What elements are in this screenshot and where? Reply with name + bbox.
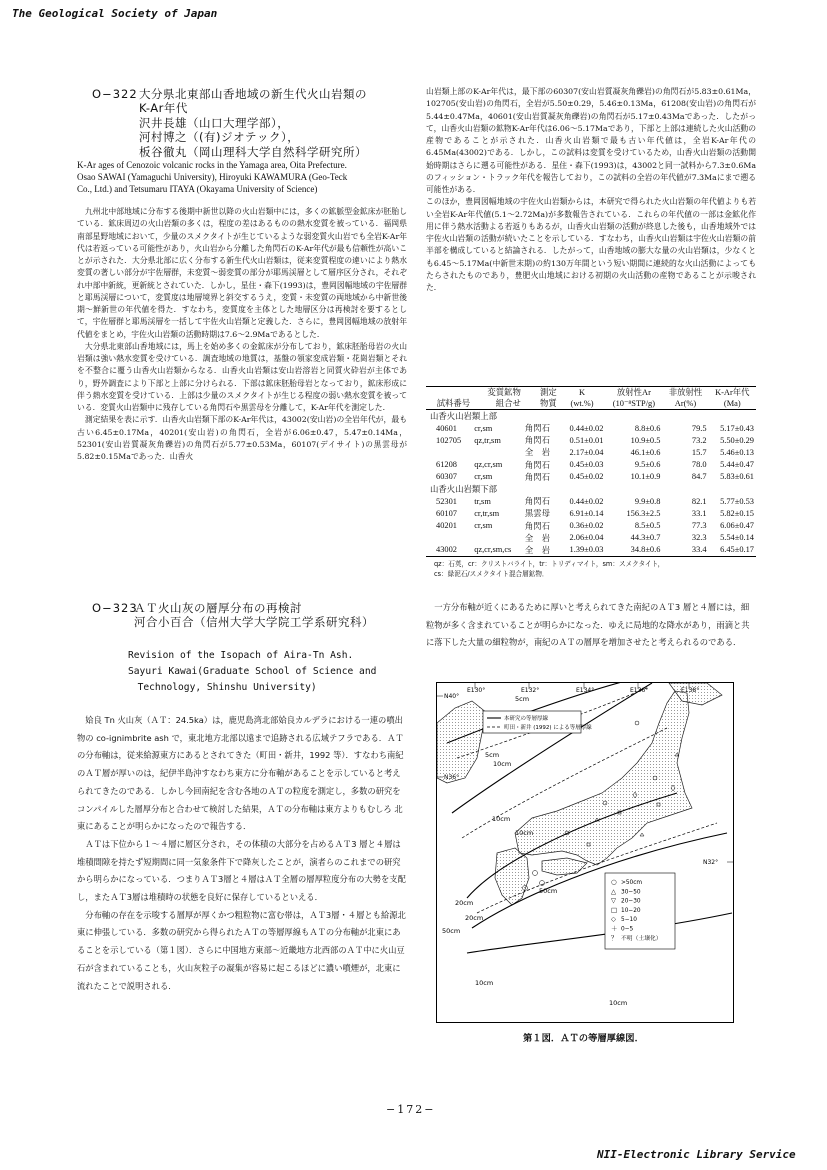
lon-label: E136°	[630, 687, 649, 694]
table-cell: 9.9±0.8	[634, 496, 661, 506]
table-cell	[426, 446, 472, 458]
col-header: K (wt.%)	[570, 388, 594, 408]
col-header: 放射性Ar (10⁻⁸STP/g)	[612, 388, 656, 408]
contour-label: 10cm	[493, 760, 512, 768]
table-cell: 6.91±0.14	[569, 508, 604, 518]
legend-symbol: ○	[611, 878, 617, 886]
table-row	[426, 520, 756, 532]
english-title: Revision of the Isopach of Aira-Tn Ash. Sayuri Kawai(Graduate School of Science and Technology, Shinshu University)	[128, 650, 377, 693]
abstract-body-right: 一方分布軸が近くにあるために厚いと考えられてきた南紀のＡＴ3 層と４層には，細粒物が多く含まれていることが明らかになった．ゆえに局地的な降水があり，雨滴と共に落下した大量の細粒物が，南紀のＡＴの層厚を増加させたと考えられるのである．	[426, 602, 750, 648]
lon-label: E130°	[467, 687, 486, 694]
contour-label: 5cm	[485, 751, 500, 759]
table-cell: 角閃石	[524, 472, 550, 482]
legend-symbol: □	[611, 905, 618, 914]
abstract-title: 大分県北東部山香地域の新生代火山岩類の K-Ar年代 沢井長雄（山口大理学部）， 河村博之（(有)ジオテック）， 板谷徹丸（岡山理科大学自然科学研究所）	[139, 87, 367, 159]
table-cell: 角閃石	[524, 497, 550, 507]
col-header: 試料番号	[436, 399, 471, 408]
table-cell: 角閃石	[524, 424, 550, 434]
lat-label: N32°	[703, 859, 719, 866]
contour-label: 10cm	[609, 999, 628, 1007]
table-row	[426, 532, 756, 544]
table-cell: 5.83±0.61	[720, 472, 754, 482]
abstract-body-right: 山岩類上部のK-Ar年代は，最下部の60307(安山岩質凝灰角礫岩)の角閃石が5.83±0.61Ma，102705(安山岩)の角閃石，全岩が5.50±0.29，5.46±0.13Ma，61208(安山岩)の角閃石が5.44±0.47Ma，40601(安山岩質凝灰角礫岩)の角閃石が5.17±0.43Maであった．したがって，山香火山岩類の鉱物K-Ar年代は6.06〜5.17Maであり，下部と上部は連続した火山活動の産物であることが示された．山香火山岩類で最も古い年代値は，全岩K-Ar年代の6.45Ma(43002)である．しかし，この試料は変質を受けているため，山香火山岩類の活動開始時期はさらに遡る可能性がある．星住・森下(1993)は，43002と同一試料から7.3±0.6Maのフィッション・トラック年代を報告しており，この試料の全岩の年代値が7.3Maにまで遡る可能性がある． このほか，豊岡図幅地域の宇佐火山岩類からは，本研究で得られた火山岩類の年代値よりも若い全岩K-Ar年代値(5.1〜2.72Ma)が多数報告されている．これらの年代値の一部は金鉱化作用に伴う熱水活動よる若返りもあるが，山香火山岩類の活動が終息した後も，山香地域外では宇佐火山岩類の活動が続いたことを示している．すなわち，山香火山岩類は宇佐火山岩類の前半部を構成していると結論される．したがって，山香地域の膨大な量の火山岩類は，少なくとも6.45〜5.17Ma(中新世末期)の約130万年間という短い期間に連続的な火山活動によってもたらされたものであり，豊肥火山地域における初期の火山活動の産物であることが示唆された．	[426, 87, 756, 292]
table-cell: cr,sm	[474, 423, 493, 433]
table-cell: 全 岩	[524, 533, 550, 543]
english-title: K-Ar ages of Cenozoic volcanic rocks in the Yamaga area, Oita Prefecture. Osao SAWAI (Yamaguchi University), Hiroyuki KAWAMURA (Geo-Teck Co., Ltd.) and Tetsumaru ITAYA (Okayama University of Science)	[77, 160, 348, 195]
table-cell: 全 岩	[524, 545, 550, 555]
table-cell: 33.1	[691, 508, 707, 518]
lon-label: E132°	[521, 687, 540, 694]
table-cell	[472, 532, 523, 544]
table-cell: 5.50±0.29	[720, 435, 754, 445]
table-cell: 5.44±0.47	[720, 460, 754, 470]
table-cell: 61208	[436, 460, 457, 470]
abstract-number: O−322	[92, 87, 138, 101]
col-header: 変質鉱物 組合せ	[487, 388, 521, 408]
table-cell: 6.06±0.47	[720, 521, 754, 531]
lat-label: N40°	[444, 693, 460, 700]
legend-line-label: 町田・新井 (1992) による等層厚線	[504, 725, 592, 731]
table-row	[426, 495, 756, 507]
table-cell: 角閃石	[524, 436, 550, 446]
table-cell: 5.17±0.43	[720, 423, 754, 433]
line-legend	[483, 711, 592, 733]
table-cell: cr,sm	[474, 521, 493, 531]
table-cell: 40601	[436, 423, 457, 433]
society-header: The Geological Society of Japan	[12, 7, 218, 20]
table-cell: cr,sm	[474, 472, 493, 482]
table-cell: 5.82±0.15	[720, 508, 754, 518]
table-cell: 156.3±2.5	[626, 508, 661, 518]
col-header: 測定 物質	[539, 388, 557, 408]
isopach-10cm-south	[467, 913, 732, 953]
table-row	[426, 446, 756, 458]
table-cell: 60107	[436, 508, 457, 518]
isopach-map	[436, 682, 734, 1023]
legend-symbol-label: 5−10	[621, 917, 637, 924]
table-cell: 0.45±0.03	[569, 460, 604, 470]
contour-label: 20cm	[455, 899, 474, 907]
table-cell: 黒雲母	[524, 509, 550, 519]
table-cell: qz,cr,sm,cs	[474, 545, 512, 555]
table-cell: 46.1±0.6	[630, 447, 661, 457]
legend-symbol: △	[611, 887, 616, 896]
contour-label: 10cm	[492, 815, 511, 823]
table-row	[426, 544, 756, 557]
table-cell: 2.17±0.04	[569, 447, 604, 457]
legend-symbol-label: 0−5	[621, 926, 634, 933]
legend-symbol: ？	[611, 933, 618, 942]
table-cell: 32.3	[691, 533, 707, 543]
contour-label: 50cm	[539, 887, 558, 895]
legend-symbol-label: >50cm	[621, 880, 643, 886]
table-cell: 角閃石	[524, 460, 550, 470]
table-cell: 82.1	[691, 496, 707, 506]
abstract-title: ＡＴ火山灰の層厚分布の再検討 河合小百合（信州大学大学院工学系研究科）	[134, 601, 374, 630]
col-header: 非放射性 Ar(%)	[668, 388, 703, 408]
korea-coast	[437, 701, 487, 783]
legend-symbol-label: 10−20	[621, 907, 641, 914]
table-cell: 40201	[436, 521, 457, 531]
table-cell: 5.54±0.14	[720, 533, 754, 543]
table-cell: 6.45±0.17	[720, 545, 754, 555]
table-cell: 5.46±0.13	[720, 447, 754, 457]
legend-symbol: ＋	[611, 924, 618, 933]
figure-caption: 第１図．ＡＴの等層厚線図．	[523, 1033, 644, 1044]
table-cell: qz,cr,sm	[474, 460, 503, 470]
table-cell: 0.36±0.02	[569, 521, 604, 531]
contour-label: 10cm	[515, 829, 534, 837]
legend-symbol: ◇	[611, 915, 616, 924]
table-cell: cr,tr,sm	[474, 508, 500, 518]
table-cell: 0.51±0.01	[569, 435, 604, 445]
table-cell: 0.44±0.02	[569, 496, 604, 506]
legend-symbol-label: 30−50	[621, 889, 641, 896]
contour-label: 20cm	[465, 914, 484, 922]
legend-symbol-label: 不明（土壌化）	[621, 935, 662, 942]
shikoku-landmass	[542, 858, 587, 875]
table-cell: 5.77±0.53	[720, 496, 754, 506]
table-cell: 10.9±0.5	[630, 435, 661, 445]
table-cell: 0.44±0.02	[569, 423, 604, 433]
table-cell: tr,sm	[474, 496, 491, 506]
abstract-body-left: 九州北中部地域に分布する後期中新世以降の火山岩類中には，多くの鉱脈型金鉱床が胚胎している．鉱床周辺の火山岩類の多くは，程度の差はあるものの熱水変質を被っている．福岡県南部星野地域において，少量のスメクタイトが生じているような弱変質火山岩でも全岩K-Ar年代は若返っている可能性があり，火山岩から分離した角閃石のK-Ar年代が最も信頼性が高いことが示された．大分県北部に広く分布する新生代火山岩類は，従来変質程度の違いにより熱水変質の著しい部分が宇佐層群，未変質〜弱変質の部分が耶馬渓層として層序区分され，それぞれ中部中新統，更新統とされていた．しかし，星住・森下(1993)は，豊岡図幅地域の宇佐層群と耶馬渓層について，変質度は地層境界と斜交するうえ，変質・未変質の両地域から中新世後期〜鮮新世の年代値を得た．すなわち，変質度を主体とした地層区分は再検討を要するとして，宇佐層群と耶馬渓層を一括して宇佐火山岩類と定義した．さらに，豊岡図幅地域の放射年代値をまとめ，宇佐火山岩類の活動時期は7.6〜2.9Maであるとした． 大分県北東部山香地域には，馬上を始め多くの金鉱床が分布しており，鉱床胚胎母岩の火山岩類は強い熱水変質を受けている．調査地域の地質は，基盤の領家変成岩類・花崗岩類とそれを不整合に覆う山香火山岩類からなる．山香火山岩類は安山岩溶岩と同質火砕岩が主体であり，野外調査により下部と上部に分けられる．下部は鉱床胚胎母岩となっており，鉱床形成に伴う熱水変質を受けている．上部は少量のスメクタイトが生じる程度の弱い熱水変質を被っている．変質火山岩類中に残存している角閃石や黒雲母を分離して，K-Ar年代を測定した． 測定結果を表に示す．山香火山岩類下部のK-Ar年代は，43002(安山岩)の全岩年代が，最も古い6.45±0.17Ma，40201(安山岩)の角閃石，全岩が6.06±0.47，5.47±0.14Ma，52301(安山岩質凝灰角礫岩)の角閃石が5.77±0.53Ma，60107(デイサイト)の黒雲母が5.82±0.15Maであった．山香火	[77, 207, 407, 461]
table-cell: 2.06±0.04	[569, 533, 604, 543]
contour-label: 5cm	[515, 695, 530, 703]
table-cell: qz,tr,sm	[474, 435, 501, 445]
table-cell: 73.2	[691, 435, 707, 445]
legend-symbol: ▽	[611, 896, 616, 905]
table-cell: 15.7	[691, 447, 707, 457]
abstract-body-left: 姶良 Tn 火山灰（ＡＴ：24.5ka）は，鹿児島湾北部姶良カルデラにおける一連の噴出物の co-ignimbrite ash で，東北地方北部以遠まで追跡される広域テフラである．ＡＴの分布軸は，従来給源東方にあるとされてきた（町田・新井，1992 等）．すなわち南紀のＡＴ層が厚いのは，紀伊半島沖すなわち東方に分布軸があることを示していると考えられてきたのである．しかし今回南紀を含む各地のＡＴの粒度を測定し，多数の研究をコンパイルした層厚分布と合わせて検討した結果，ＡＴの分布軸は東方よりもむしろ 北東にあることが明らかになったので報告する． ＡＴは下位から１〜４層に層区分され，その体積の大部分を占めるＡＴ3 層と４層は堆積間隙を持たず短期間に同一気象条件下で降灰したことが，演者らのこれまでの研究から明らかになっている．つまりＡＴ3層と４層はＡＴ全層の層厚粒度分布の大勢を支配し，またＡＴ3層は堆積時の状態を良好に保存しているといえる． 分布軸の存在を示唆する層厚が厚くかつ粗粒物に富む帯は，ＡＴ3層・４層とも給源北東に伸張している．多数の研究から得られたＡＴの等層厚線もＡＴの分布軸が北東にあることを示している（第１図）．さらに中国地方東部〜近畿地方北西部のＡＴ中に火山豆石が含まれていることも，火山灰粒子の凝集が容易に起こるほどに濃い噴煙が，北東に流れたことで説明される．	[77, 715, 406, 991]
table-cell: 84.7	[691, 472, 707, 482]
legend-line-label: 本研究の等層厚線	[504, 716, 549, 722]
table-cell: 1.39±0.03	[569, 545, 604, 555]
table-cell: 8.8±0.6	[634, 423, 661, 433]
table-cell: 78.0	[691, 460, 707, 470]
table-cell: 44.3±0.7	[630, 533, 661, 543]
contour-label: 50cm	[442, 927, 461, 935]
table-cell	[426, 532, 472, 544]
isopach-map-figure	[437, 683, 733, 1022]
table-cell: 77.3	[691, 521, 707, 531]
page-number: −172−	[386, 1103, 436, 1116]
kyushu-landmass	[495, 848, 529, 905]
table-cell: 102705	[436, 435, 462, 445]
table-row	[426, 434, 756, 446]
table-row	[426, 471, 756, 483]
table-group-row: 山香火山岩類上部	[430, 412, 497, 421]
table-cell	[472, 446, 523, 458]
table-row	[426, 459, 756, 471]
footer-service: NII-Electronic Library Service	[597, 1148, 796, 1161]
table-cell: 60307	[436, 472, 457, 482]
table-group-row: 山香火山岩類下部	[430, 485, 497, 495]
symbol-legend	[605, 873, 675, 949]
legend-symbol-label: 20−30	[621, 898, 641, 905]
table-notes: qz：石英，cr：クリストバライト，tr：トリディマイト，sm：スメクタイト， cs：緑泥石/スメクタイト混合層鉱物．	[434, 559, 665, 578]
table-row	[426, 422, 756, 434]
col-header: K-Ar年代 (Ma)	[715, 388, 750, 408]
table-cell: 角閃石	[524, 521, 550, 531]
table-row	[426, 507, 756, 519]
lon-label: E134°	[576, 687, 595, 694]
table-cell: 43002	[436, 545, 457, 555]
table-cell: 全 岩	[524, 448, 550, 458]
table-cell: 0.45±0.02	[569, 472, 604, 482]
abstract-number: O−323	[92, 601, 138, 615]
table-cell: 8.5±0.5	[634, 521, 661, 531]
table-cell: 9.5±0.6	[634, 460, 661, 470]
k-ar-table	[426, 386, 756, 579]
table-cell: 52301	[436, 496, 457, 506]
table-cell: 10.1±0.9	[630, 472, 661, 482]
table-cell: 33.4	[691, 545, 707, 555]
table-cell: 34.8±0.6	[630, 545, 661, 555]
table-cell: 79.5	[691, 423, 707, 433]
contour-label: 10cm	[475, 979, 494, 987]
